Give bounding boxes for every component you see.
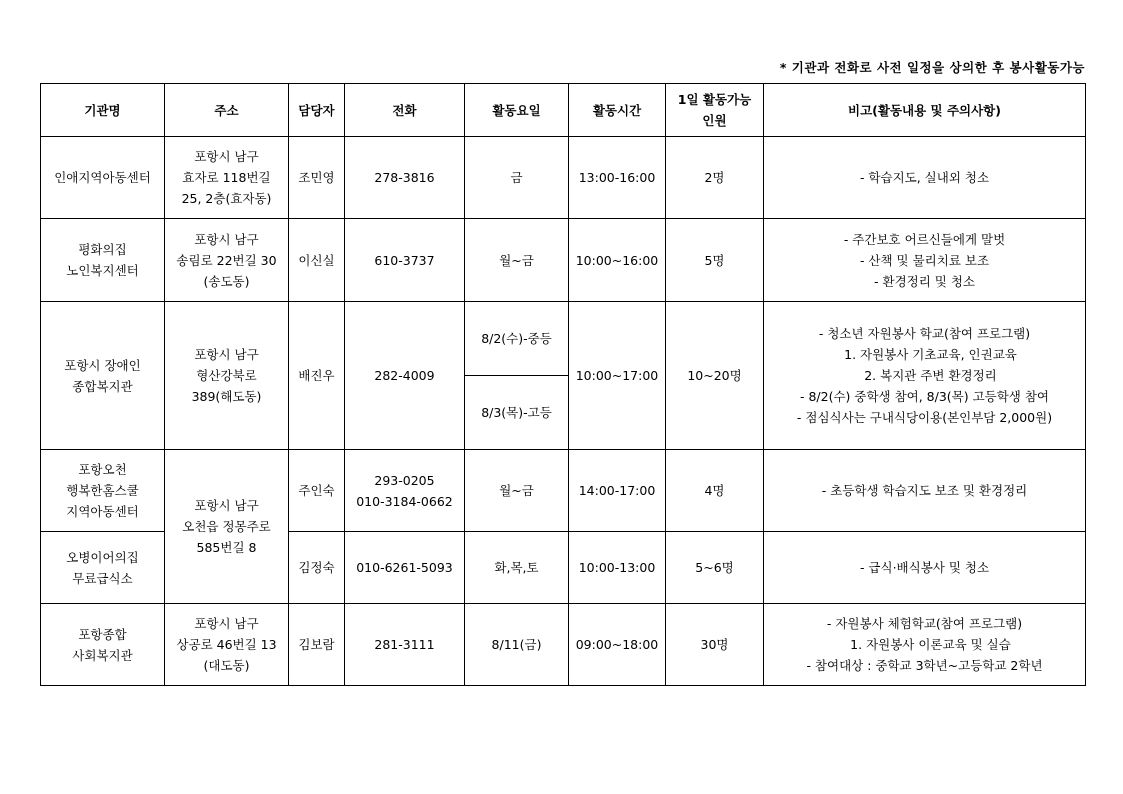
org-line: 포항시 장애인 — [64, 357, 141, 373]
phone-cell — [345, 219, 465, 302]
address-cell — [165, 604, 289, 686]
manager-cell: 조민영 — [289, 137, 345, 219]
day-cell-b: 8/3(목)-고등 — [465, 376, 569, 450]
header-capacity — [666, 84, 764, 137]
manager-cell: 이신실 — [289, 219, 345, 302]
org-line: 행복한홈스쿨 — [66, 483, 139, 498]
manager-cell: 배진우 — [289, 302, 345, 450]
notes-line: - 초등학생 학습지도 보조 및 환경정리 — [821, 483, 1028, 498]
address-line: 포항시 남구 — [194, 616, 259, 631]
address-line: 효자로 118번길 — [182, 170, 271, 185]
notes-line: 2. 복지관 주변 환경정리 — [864, 368, 997, 383]
table-row — [41, 604, 1086, 686]
org-line: 포항종합 — [78, 626, 127, 642]
day-cell: 금 — [465, 137, 569, 219]
day-cell-a: 8/2(수)-중등 — [465, 302, 569, 376]
table-row — [41, 302, 1086, 376]
org-line: 사회복지관 — [72, 647, 133, 663]
address-cell — [165, 219, 289, 302]
header-day: 활동요일 — [465, 84, 569, 137]
address-cell — [165, 302, 289, 450]
notes-cell — [764, 450, 1086, 532]
address-line: (대도동) — [203, 658, 250, 673]
notes-cell — [764, 137, 1086, 219]
phone-cell — [345, 532, 465, 604]
notes-cell — [764, 532, 1086, 604]
address-cell — [165, 450, 289, 604]
day-cell: 월~금 — [465, 219, 569, 302]
org-cell — [41, 604, 165, 686]
org-line: 평화의집 — [78, 242, 127, 257]
notes-line: - 참여대상 : 중학교 3학년~고등학교 2학년 — [806, 658, 1043, 673]
capacity-cell: 4명 — [666, 450, 764, 532]
address-line: 389(해도동) — [191, 389, 262, 404]
address-line: 25, 2층(효자동) — [181, 191, 272, 206]
capacity-cell: 30명 — [666, 604, 764, 686]
phone-line: 282-4009 — [374, 368, 435, 383]
header-row — [41, 84, 1086, 137]
org-cell — [41, 450, 165, 532]
phone-cell — [345, 450, 465, 532]
phone-line: 278-3816 — [374, 170, 435, 185]
address-line: 포항시 남구 — [194, 149, 259, 164]
table-row — [41, 450, 1086, 532]
day-cell: 8/11(금) — [465, 604, 569, 686]
phone-cell — [345, 604, 465, 686]
manager-cell: 주인숙 — [289, 450, 345, 532]
notes-line: - 주간보호 어르신들에게 말벗 — [843, 231, 1006, 247]
address-line: 오천읍 정몽주로 — [182, 519, 271, 534]
address-line: 포항시 남구 — [194, 231, 259, 247]
notes-line: - 점심식사는 구내식당이용(본인부담 2,000원) — [796, 410, 1053, 425]
phone-line: 281-3111 — [374, 637, 435, 652]
time-cell: 09:00~18:00 — [569, 604, 666, 686]
notes-line: - 환경정리 및 청소 — [874, 273, 975, 289]
time-cell: 14:00-17:00 — [569, 450, 666, 532]
address-line: 포항시 남구 — [194, 498, 259, 513]
notes-line: - 청소년 자원봉사 학교(참여 프로그램) — [818, 326, 1031, 341]
advance-notice: * 기관과 전화로 사전 일정을 상의한 후 봉사활동가능 — [779, 60, 1085, 75]
notes-line: 1. 자원봉사 이론교육 및 실습 — [850, 637, 1011, 652]
org-cell — [41, 302, 165, 450]
address-line: 형산강북로 — [196, 368, 257, 383]
notes-cell — [764, 302, 1086, 450]
manager-cell: 김보람 — [289, 604, 345, 686]
capacity-cell: 5명 — [666, 219, 764, 302]
notes-line: - 8/2(수) 중학생 참여, 8/3(목) 고등학생 참여 — [799, 389, 1050, 404]
day-cell: 화,목,토 — [465, 532, 569, 604]
notes-line: - 산책 및 물리치료 보조 — [859, 252, 990, 268]
org-line: 종합복지관 — [72, 378, 133, 394]
header-address: 주소 — [165, 84, 289, 137]
header-phone: 전화 — [345, 84, 465, 137]
phone-line: 293-0205 — [374, 472, 435, 488]
table-row — [41, 137, 1086, 219]
notes-cell — [764, 604, 1086, 686]
phone-cell — [345, 137, 465, 219]
phone-line: 010-3184-0662 — [356, 493, 453, 509]
capacity-cell: 2명 — [666, 137, 764, 219]
time-cell: 13:00-16:00 — [569, 137, 666, 219]
org-line: 노인복지센터 — [66, 263, 139, 278]
org-cell — [41, 532, 165, 604]
capacity-cell: 5~6명 — [666, 532, 764, 604]
notes-cell — [764, 219, 1086, 302]
org-cell — [41, 137, 165, 219]
manager-cell: 김정숙 — [289, 532, 345, 604]
header-capacity-line-1: 1일 활동가능 — [677, 92, 752, 107]
notes-line: 1. 자원봉사 기초교육, 인권교육 — [844, 347, 1017, 362]
org-line: 오병이어의집 — [66, 549, 139, 565]
address-cell — [165, 137, 289, 219]
org-cell — [41, 219, 165, 302]
notes-line: - 자원봉사 체험학교(참여 프로그램) — [826, 616, 1023, 631]
volunteer-schedule-table — [40, 83, 1086, 686]
org-line: 인애지역아동센터 — [54, 170, 151, 185]
header-manager: 담당자 — [289, 84, 345, 137]
address-line: 송림로 22번길 30 — [176, 252, 277, 268]
time-cell: 10:00~16:00 — [569, 219, 666, 302]
address-line: 상공로 46번길 13 — [176, 637, 277, 652]
org-line: 지역아동센터 — [66, 504, 139, 519]
notes-line: - 학습지도, 실내외 청소 — [859, 170, 990, 185]
capacity-cell: 10~20명 — [666, 302, 764, 450]
header-time: 활동시간 — [569, 84, 666, 137]
address-line: (송도동) — [203, 273, 250, 289]
phone-line: 610-3737 — [374, 252, 435, 268]
org-line: 무료급식소 — [72, 570, 133, 586]
time-cell: 10:00-13:00 — [569, 532, 666, 604]
table-row — [41, 219, 1086, 302]
phone-line: 010-6261-5093 — [356, 560, 453, 575]
header-capacity-line-2: 인원 — [702, 113, 727, 128]
address-line: 포항시 남구 — [194, 347, 259, 362]
org-line: 포항오천 — [78, 462, 127, 477]
address-line: 585번길 8 — [196, 540, 257, 555]
time-cell: 10:00~17:00 — [569, 302, 666, 450]
notes-line: - 급식·배식봉사 및 청소 — [859, 560, 990, 575]
header-org: 기관명 — [41, 84, 165, 137]
header-notes: 비고(활동내용 및 주의사항) — [764, 84, 1086, 137]
phone-cell — [345, 302, 465, 450]
day-cell: 월~금 — [465, 450, 569, 532]
